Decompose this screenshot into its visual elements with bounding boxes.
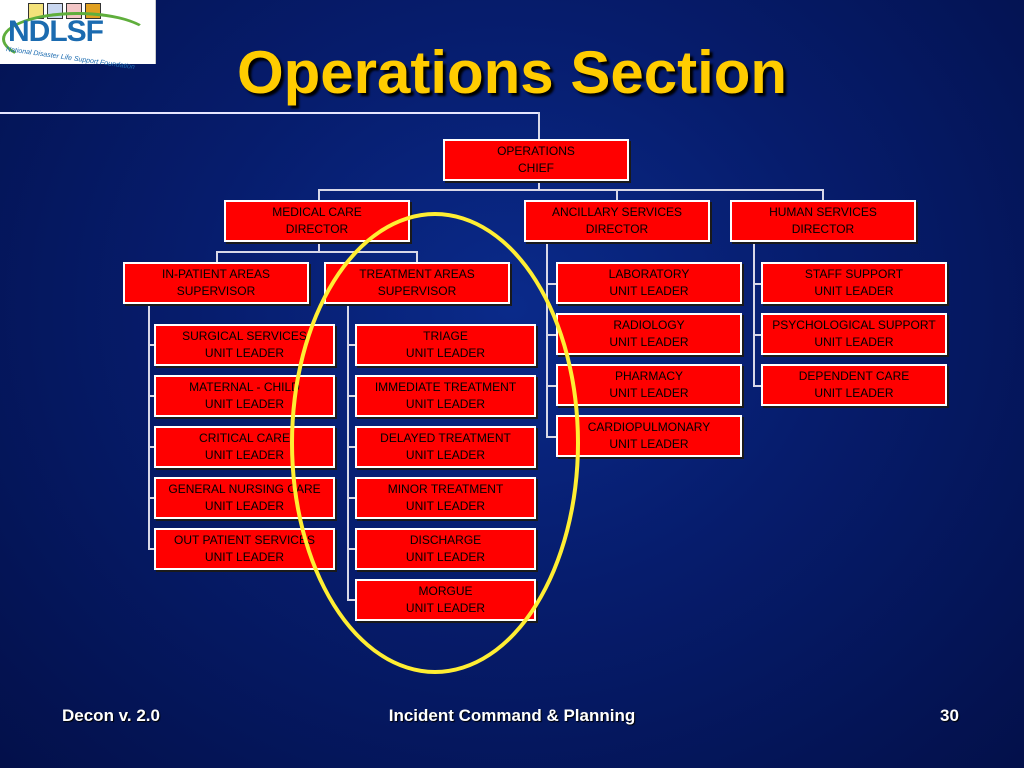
- discharge-box: [355, 528, 536, 570]
- box-line: TRIAGE: [423, 329, 468, 343]
- box-line: DIRECTOR: [791, 222, 855, 236]
- delayed-treatment-box: [355, 426, 536, 468]
- connector: [148, 304, 150, 548]
- box-line: PSYCHOLOGICAL SUPPORT: [772, 318, 936, 332]
- connector: [347, 446, 355, 448]
- footer-course: Incident Command & Planning: [388, 706, 636, 725]
- critical-care-box: [154, 426, 335, 468]
- box-line: MORGUE: [418, 584, 473, 598]
- connector: [347, 304, 349, 600]
- box-line: UNIT LEADER: [405, 601, 486, 615]
- surgical-services-box: [154, 324, 335, 366]
- box-line: SURGICAL SERVICES: [182, 329, 307, 343]
- box-line: UNIT LEADER: [609, 335, 689, 349]
- box-line: SUPERVISOR: [176, 284, 256, 298]
- box-line: UNIT LEADER: [405, 448, 486, 462]
- box-line: UNIT LEADER: [609, 284, 689, 298]
- box-line: OUT PATIENT SERVICES: [174, 533, 315, 547]
- box-line: IN-PATIENT AREAS: [161, 267, 271, 281]
- box-line: UNIT LEADER: [204, 499, 285, 513]
- connector: [546, 242, 548, 437]
- slide-title: Operations Section: [236, 39, 788, 106]
- connector: [538, 112, 540, 140]
- connector: [347, 344, 355, 346]
- cardiopulmonary-box: [556, 415, 742, 457]
- box-line: MINOR TREATMENT: [387, 482, 504, 496]
- general-nursing-care-box: [154, 477, 335, 519]
- box-line: GENERAL NURSING CARE: [168, 482, 321, 496]
- dependent-care-box: [761, 364, 947, 406]
- laboratory-box: [556, 262, 742, 304]
- box-line: DISCHARGE: [409, 533, 482, 547]
- box-line: UNIT LEADER: [814, 284, 894, 298]
- connector: [753, 242, 755, 386]
- box-line: IMMEDIATE TREATMENT: [374, 380, 517, 394]
- connector: [347, 548, 355, 550]
- out-patient-services-box: [154, 528, 335, 570]
- box-line: DIRECTOR: [585, 222, 649, 236]
- box-line: UNIT LEADER: [405, 499, 486, 513]
- in-patient-areas-supervisor-box: [123, 262, 309, 304]
- psychological-support-box: [761, 313, 947, 355]
- box-line: MATERNAL - CHILD: [189, 380, 300, 394]
- connector: [546, 334, 556, 336]
- logo-subtitle: National Disaster Life Support Foundation: [5, 46, 136, 72]
- box-line: LABORATORY: [608, 267, 690, 281]
- box-line: UNIT LEADER: [609, 437, 689, 451]
- connector: [347, 599, 355, 601]
- connector: [546, 385, 556, 387]
- human-services-director-box: [730, 200, 916, 242]
- box-line: UNIT LEADER: [814, 386, 894, 400]
- box-line: UNIT LEADER: [609, 386, 689, 400]
- operations-chief-box: [443, 139, 629, 181]
- box-line: UNIT LEADER: [204, 550, 285, 564]
- box-line: CRITICAL CARE: [199, 431, 290, 445]
- connector: [546, 436, 556, 438]
- staff-support-box: [761, 262, 947, 304]
- box-line: UNIT LEADER: [204, 397, 285, 411]
- box-line: TREATMENT AREAS: [359, 267, 475, 281]
- box-line: MEDICAL CARE: [272, 205, 362, 219]
- box-line: UNIT LEADER: [204, 448, 285, 462]
- connector: [216, 251, 418, 253]
- title-rule: [0, 112, 540, 114]
- triage-box: [355, 324, 536, 366]
- box-line: RADIOLOGY: [613, 318, 685, 332]
- box-line: HUMAN SERVICES: [769, 205, 877, 219]
- connector: [546, 283, 556, 285]
- pharmacy-box: [556, 364, 742, 406]
- minor-treatment-box: [355, 477, 536, 519]
- box-line: DEPENDENT CARE: [798, 369, 910, 383]
- box-line: DIRECTOR: [285, 222, 349, 236]
- morgue-box: [355, 579, 536, 621]
- footer-page-number: 30: [940, 706, 959, 725]
- connector: [318, 189, 824, 191]
- box-line: DELAYED TREATMENT: [380, 431, 511, 445]
- box-line: UNIT LEADER: [405, 397, 486, 411]
- box-line: CHIEF: [518, 161, 554, 175]
- box-line: CARDIOPULMONARY: [587, 420, 711, 434]
- box-line: OPERATIONS: [497, 144, 575, 158]
- logo-name: NDLSF: [8, 15, 103, 48]
- box-line: PHARMACY: [614, 369, 683, 383]
- connector: [347, 395, 355, 397]
- box-line: UNIT LEADER: [204, 346, 285, 360]
- box-line: UNIT LEADER: [405, 346, 486, 360]
- maternal-child-box: [154, 375, 335, 417]
- immediate-treatment-box: [355, 375, 536, 417]
- connector: [347, 497, 355, 499]
- treatment-areas-supervisor-box: [324, 262, 510, 304]
- box-line: SUPERVISOR: [377, 284, 457, 298]
- box-line: ANCILLARY SERVICES: [551, 205, 683, 219]
- box-line: STAFF SUPPORT: [804, 267, 904, 281]
- medical-care-director-box: [224, 200, 410, 242]
- radiology-box: [556, 313, 742, 355]
- box-line: UNIT LEADER: [405, 550, 486, 564]
- ancillary-services-director-box: [524, 200, 710, 242]
- footer-version: Decon v. 2.0: [62, 706, 160, 725]
- box-line: UNIT LEADER: [814, 335, 894, 349]
